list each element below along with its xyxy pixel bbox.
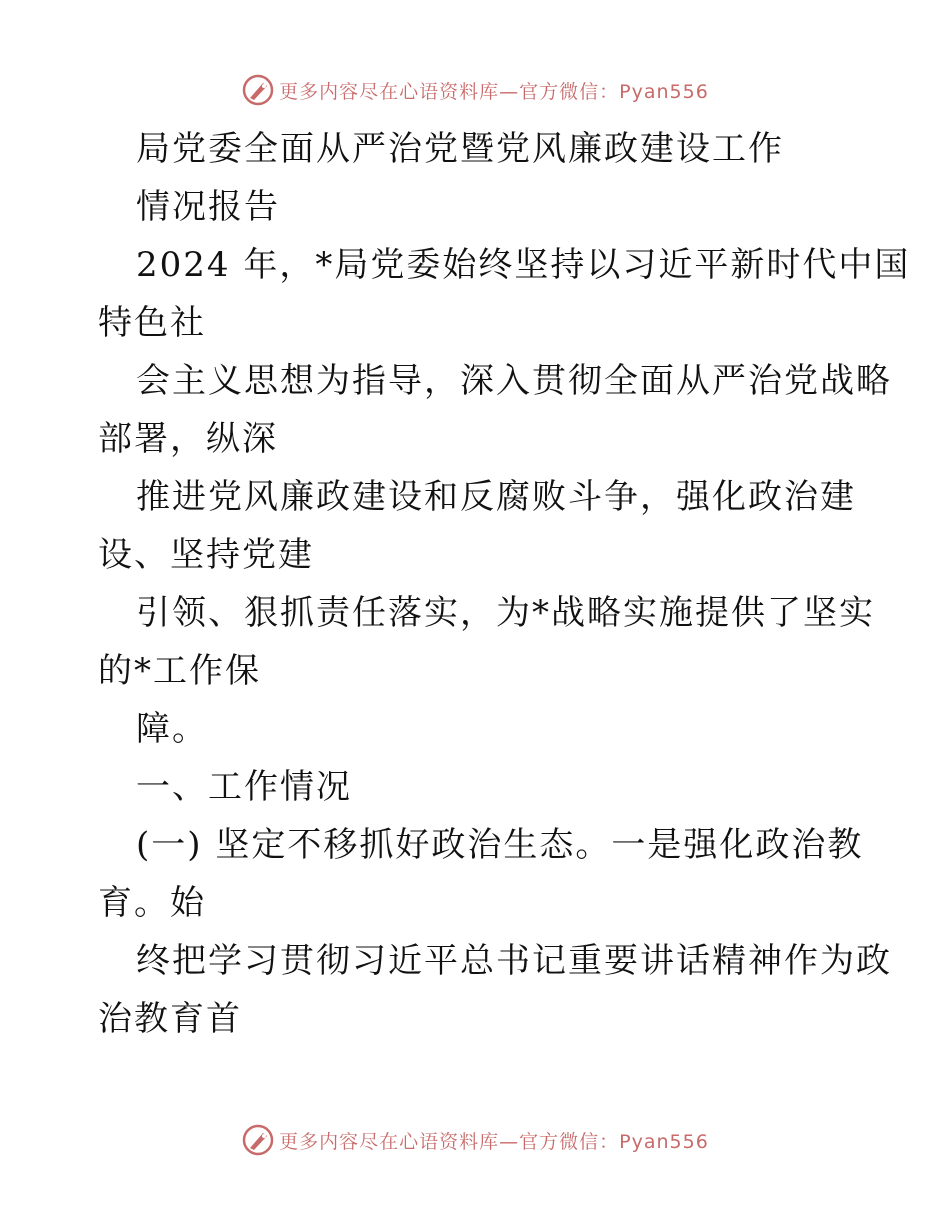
text-line: 障。 bbox=[136, 709, 208, 749]
text-line: 引领、狠抓责任落实，为*战略实施提供了坚实 bbox=[136, 593, 875, 633]
text-line: 局党委全面从严治党暨党风廉政建设工作 bbox=[136, 129, 784, 169]
text-line: 的*工作保 bbox=[98, 651, 261, 691]
text-line: 育。始 bbox=[98, 883, 206, 923]
text-line: 终把学习贯彻习近平总书记重要讲话精神作为政 bbox=[136, 941, 892, 981]
pen-nib-logo-icon bbox=[241, 1123, 275, 1157]
text-line: 设、坚持党建 bbox=[98, 535, 314, 575]
header-watermark-banner bbox=[0, 70, 950, 110]
text-line: 治教育首 bbox=[98, 999, 242, 1039]
text-line: (一) 坚定不移抓好政治生态。一是强化政治教 bbox=[136, 825, 864, 865]
watermark-text: 更多内容尽在心语资料库—官方微信：Pyan556 bbox=[279, 1130, 709, 1153]
watermark-text: 更多内容尽在心语资料库—官方微信：Pyan556 bbox=[279, 80, 709, 103]
footer-watermark-banner bbox=[0, 1120, 950, 1160]
pen-nib-logo-icon bbox=[241, 73, 275, 107]
text-line: 一、工作情况 bbox=[136, 767, 352, 807]
document-body bbox=[98, 120, 911, 1048]
text-line: 2024 年，*局党委始终坚持以习近平新时代中国 bbox=[136, 245, 911, 285]
text-line: 推进党风廉政建设和反腐败斗争，强化政治建 bbox=[136, 477, 856, 517]
text-line: 情况报告 bbox=[136, 187, 280, 227]
text-line: 特色社 bbox=[98, 303, 206, 343]
text-line: 部署，纵深 bbox=[98, 419, 278, 459]
text-line: 会主义思想为指导，深入贯彻全面从严治党战略 bbox=[136, 361, 892, 401]
